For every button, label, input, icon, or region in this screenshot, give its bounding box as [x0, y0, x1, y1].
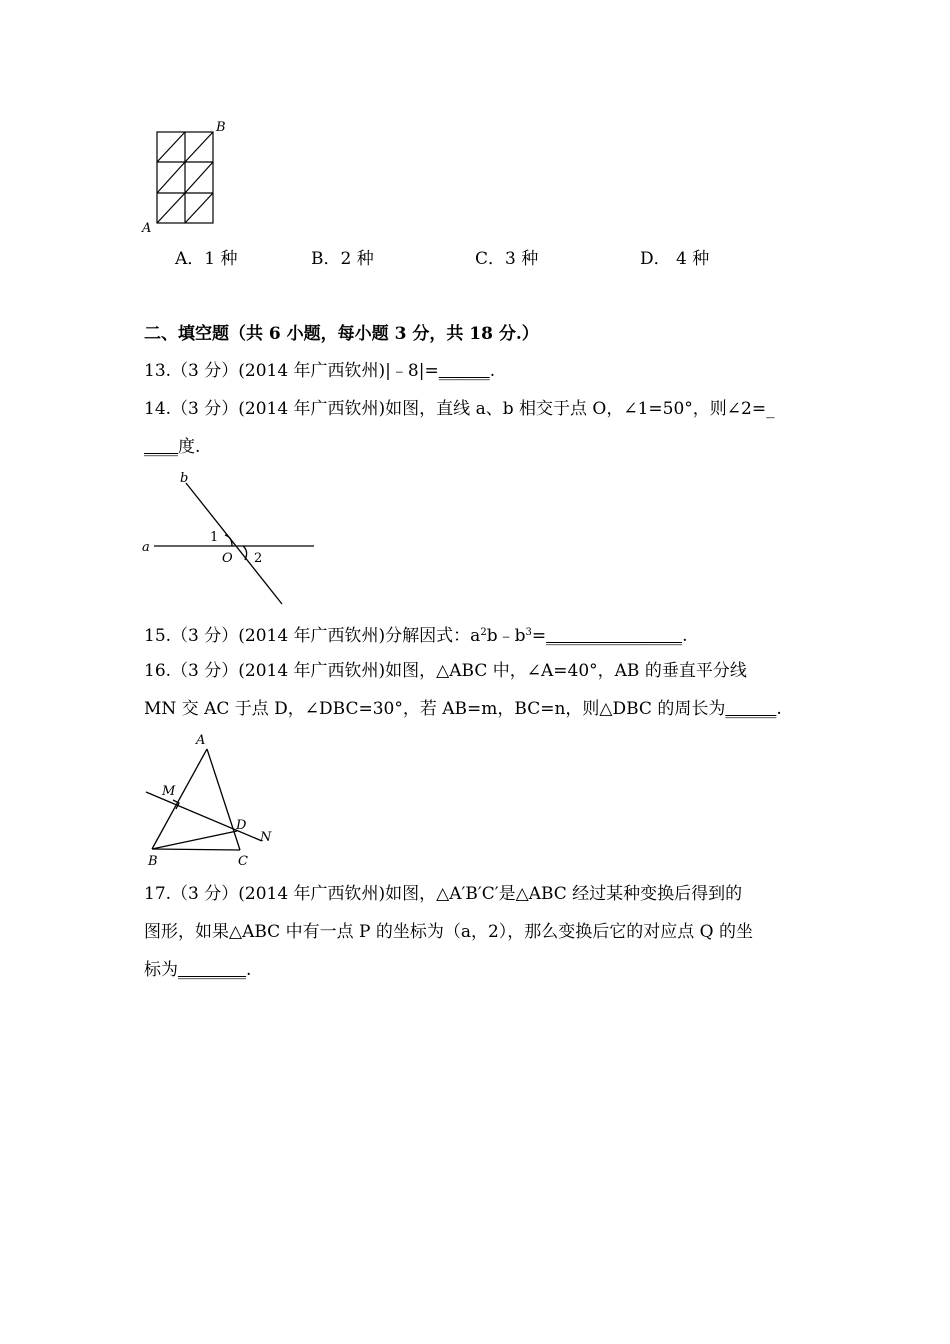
- fig14-label-o: O: [222, 551, 233, 566]
- fig16-label-b: B: [148, 854, 158, 869]
- option-a: A．1 种: [175, 249, 238, 269]
- question-17-line2: 图形，如果△ABC 中有一点 P 的坐标为（a，2），那么变换后它的对应点 Q 的坐: [144, 922, 754, 942]
- question-16-line1: 16.（3 分）(2014 年广西钦州)如图，△ABC 中，∠A=40°，AB 的垂直平分线: [144, 661, 747, 681]
- answer-blank-13: ______: [438, 361, 490, 381]
- grid-figure: [140, 118, 230, 238]
- fig16-label-a: A: [196, 733, 206, 748]
- fig16-label-n: N: [260, 830, 272, 845]
- question-16-line2: MN 交 AC 于点 D，∠DBC=30°，若 AB=m，BC=n，则△DBC 的周长为______.: [144, 699, 782, 719]
- option-c: C．3 种: [475, 249, 539, 269]
- fig16-label-d: D: [236, 818, 247, 833]
- fig14-label-a: a: [142, 540, 150, 555]
- grid-label-a: A: [142, 221, 152, 236]
- option-b: B．2 种: [311, 249, 374, 269]
- fig16-label-m: M: [162, 784, 176, 799]
- option-d: D． 4 种: [640, 249, 710, 269]
- question-13: 13.（3 分）(2014 年广西钦州)|﹣8|=______.: [144, 361, 496, 381]
- answer-blank-15: ________________: [546, 626, 683, 646]
- triangle-figure: [140, 727, 290, 872]
- question-17-line1: 17.（3 分）(2014 年广西钦州)如图，△A′B′C′是△ABC 经过某种变换后得到的: [144, 884, 743, 904]
- question-14-line2: ____度.: [144, 437, 201, 457]
- grid-label-b: B: [216, 120, 226, 135]
- fig14-label-1: 1: [210, 530, 219, 545]
- fig14-label-b: b: [180, 471, 189, 486]
- question-15: 15.（3 分）(2014 年广西钦州)分解因式：$a^2b﹣b^3=\_\_\_\_\_\_\_\_\_\_\_\_\_\_\_\_$.: [144, 626, 688, 646]
- section-heading: 二、填空题（共 6 小题，每小题 3 分，共 18 分.）: [144, 324, 539, 344]
- answer-blank-17: ________: [178, 960, 246, 980]
- fig14-label-2: 2: [254, 551, 263, 566]
- question-17-line3: 标为________.: [144, 960, 252, 980]
- answer-blank-16: ______: [725, 699, 777, 719]
- answer-blank-14: ____: [144, 437, 178, 457]
- fig16-label-c: C: [238, 854, 248, 869]
- intersecting-lines-figure: [140, 465, 330, 610]
- question-14-line1: 14.（3 分）(2014 年广西钦州)如图，直线 a、b 相交于点 O，∠1=50°，则∠2=_: [144, 399, 775, 419]
